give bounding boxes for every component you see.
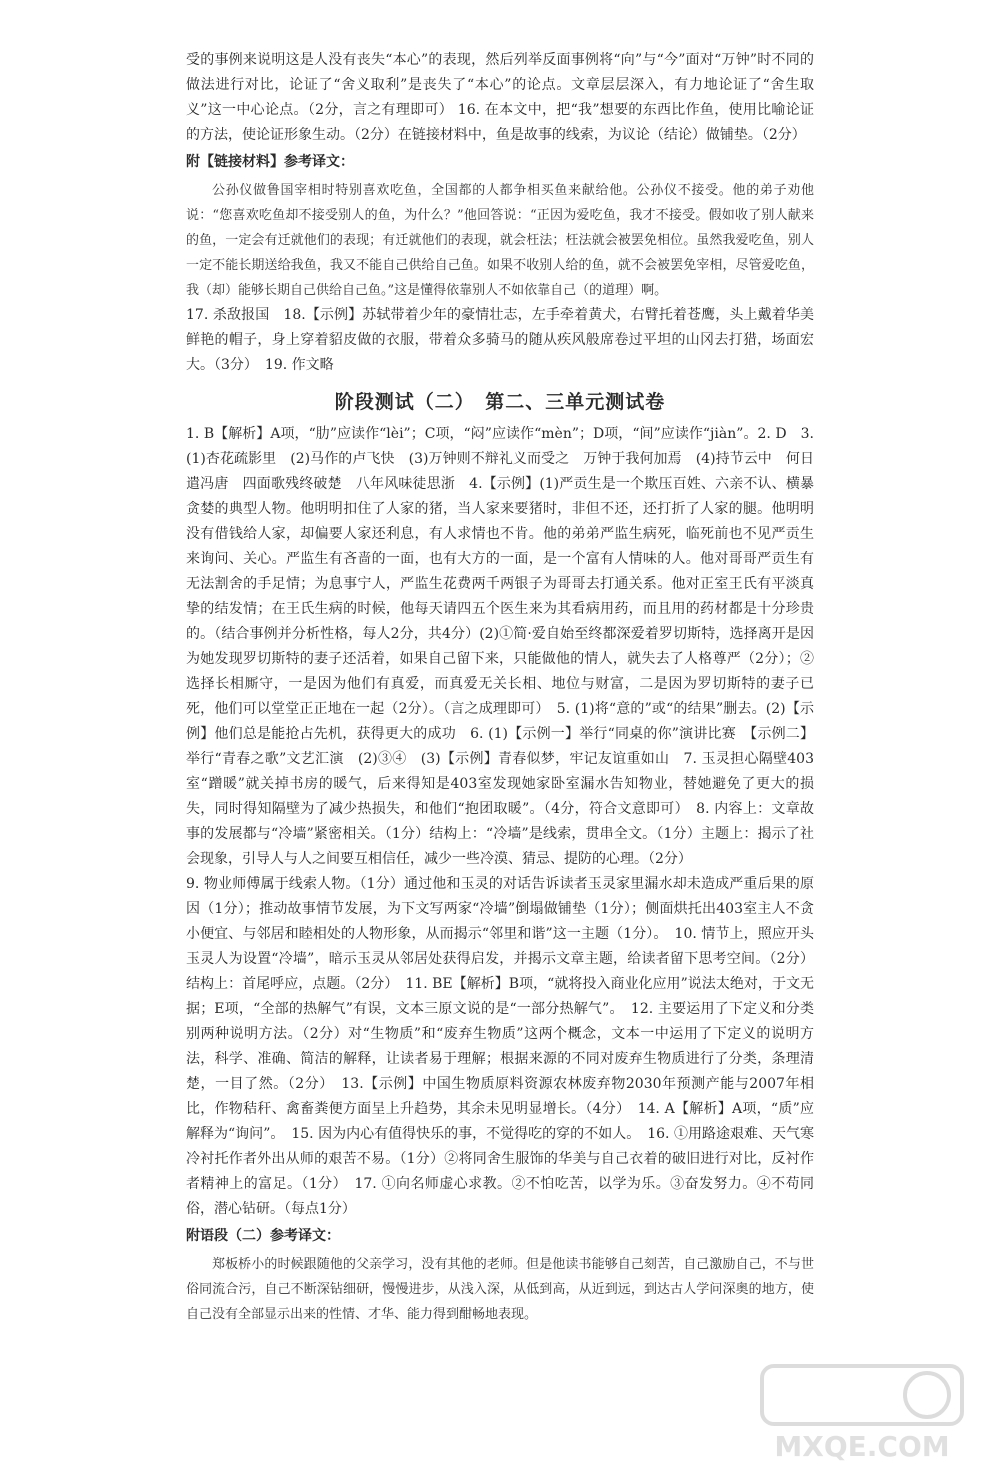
link-material-translation-label: 附【链接材料】参考译文： — [186, 154, 354, 170]
passage-two-translation: 郑板桥小的时候跟随他的父亲学习，没有其他的老师。但是他读书能够自己刻苦，自己激励自己，不与世俗同流合污，自己不断深钻细研，慢慢进步，从浅入深，从低到高，从近到远，到达古人学问深奥的地方，使自己没有全部显示出来的性情、才华、能力得到酣畅地表现。 — [186, 1257, 814, 1322]
watermark-text: MXQE.COM — [774, 1430, 950, 1463]
watermark-logo-icon — [752, 1358, 972, 1433]
answer-paragraph-4: 9. 物业师傅属于线索人物。（1分）通过他和玉灵的对话告诉读者玉灵家里漏水却未造成严重后果的原因（1分）；推动故事情节发展，为下文写两家“冷墙”倒塌做铺垫（1分）；侧面烘托出403室主人不贪小便宜、与邻居和睦相处的人物形象，从而揭示“邻里和谐”这一主题（1分）。 10. 情节上，照应开头玉灵人为设置“冷墙”，暗示玉灵从邻居处获得启发，并揭示文章主题，给读者留下思考空间。（2分）结构上：首尾呼应，点题。（2分） 11. BE【解析】B项，“就将投入商业化应用”说法太绝对，于文无据；E项，“全部的热解气”有误，文本三原文说的是“一部分热解气”。 12. 主要运用了下定义和分类别两种说明方法。（2分）对“生物质”和“废弃生物质”这两个概念，文本一中运用了下定义的说明方法，科学、准确、简洁的解释，让读者易于理解；根据来源的不同对废弃生物质进行了分类，条理清楚，一目了然。（2分） 13.【示例】中国生物质原料资源农林废弃物2030年预测产能与2007年相比，作物秸秆、禽畜粪便方面呈上升趋势，其余未见明显增长。（4分） 14. A【解析】A项，“质”应解释为“询问”。 15. 因为内心有值得快乐的事，不觉得吃的穿的不如人。 16. ①用路途艰难、天气寒冷衬托作者外出从师的艰苦不易。（1分）②将同舍生服饰的华美与自己衣着的破旧进行对比，反衬作者精神上的富足。（1分） 17. ①向名师虚心求教。②不怕吃苦，以学为乐。③奋发努力。④不苟同俗，潜心钻研。（每点1分） — [186, 876, 814, 1217]
answer-paragraph-3: 1. B【解析】A项，“肋”应读作“lèi”；C项，“闷”应读作“mèn”；D项，“间”应读作“jiàn”。2. D 3. (1)杏花疏影里 (2)马作的卢飞快 (3)万钟则不辩礼义而受之 万钟于我何加焉 (4)持节云中 何日遣冯唐 四面歌残终破楚 八年风味徒思浙 4.【示例】(1)严贡生是一个欺压百姓、六亲不认、横暴贪婪的典型人物。他明明扣住了人家的猪，当人家来要猪时，非但不还，还打折了人家的腿。他明明没有借钱给人家，却偏要人家还利息，有人求情也不肯。他的弟弟严监生病死，临死前也不见严贡生来询问、关心。严监生有吝啬的一面，也有大方的一面，是一个富有人情味的人。他对哥哥严贡生有无法割舍的手足情；为息事宁人，严监生花费两千两银子为哥哥去打通关系。他对正室王氏有平淡真挚的结发情；在王氏生病的时候，他每天请四五个医生来为其看病用药，而且用的药材都是十分珍贵的。（结合事例并分析性格，每人2分，共4分）(2)①简·爱自始至终都深爱着罗切斯特，选择离开是因为她发现罗切斯特的妻子还活着，如果自己留下来，只能做他的情人，就失去了人格尊严（2分）；②选择长相厮守，一是因为他们有真爱，而真爱无关长相、地位与财富，二是因为罗切斯特的妻子已死，他们可以堂堂正正地在一起（2分）。（言之成理即可） 5. (1)将“意的”或“的结果”删去。(2)【示例】他们总是能抢占先机，获得更大的成功 6. (1)【示例一】举行“同桌的你”演讲比赛 【示例二】举行“青春之歌”文艺汇演 (2)③④ (3)【示例】青春似梦，牢记友谊重如山 7. 玉灵担心隔壁403室“蹭暖”就关掉书房的暖气，后来得知是403室发现她家卧室漏水告知物业，替她避免了更大的损失，同时得知隔壁为了减少热损失，和他们“抱团取暖”。（4分，符合文意即可） 8. 内容上：文章故事的发展都与“冷墙”紧密相关。（1分）结构上：“冷墙”是线索，贯串全文。（1分）主题上：揭示了社会现象，引导人与人之间要互相信任，减少一些冷漠、猜忌、提防的心理。（2分） — [186, 426, 814, 867]
section-heading: 阶段测试（二） 第二、三单元测试卷 — [334, 391, 666, 413]
watermark-logo — [752, 1358, 972, 1463]
passage-two-translation-label: 附语段（二）参考译文： — [186, 1228, 340, 1244]
answer-page — [186, 48, 814, 1327]
link-material-translation: 公孙仪做鲁国宰相时特别喜欢吃鱼，全国都的人都争相买鱼来献给他。公孙仪不接受。他的弟子劝他说：“您喜欢吃鱼却不接受别人的鱼，为什么？”他回答说：“正因为爱吃鱼，我才不接受。假如收了别人献来的鱼，一定会有迁就他们的表现；有迁就他们的表现，就会枉法；枉法就会被罢免相位。虽然我爱吃鱼，别人一定不能长期送给我鱼，我又不能自己供给自己鱼。如果不收别人给的鱼，就不会被罢免宰相，尽管爱吃鱼，我（却）能够长期自己供给自己鱼。”这是懂得依靠别人不如依靠自己（的道理）啊。 — [186, 183, 814, 298]
answer-paragraph-2: 17. 杀敌报国 18.【示例】苏轼带着少年的豪情壮志，左手牵着黄犬，右臂托着苍鹰，头上戴着华美鲜艳的帽子，身上穿着貂皮做的衣服，带着众多骑马的随从疾风般席卷过平坦的山冈去打猎，场面宏大。（3分） 19. 作文略 — [186, 307, 814, 373]
answer-paragraph-1: 受的事例来说明这是人没有丧失“本心”的表现，然后列举反面事例将“向”与“今”面对“万钟”时不同的做法进行对比，论证了“舍义取利”是丧失了“本心”的论点。文章层层深入，有力地论证了“舍生取义”这一中心论点。（2分，言之有理即可） 16. 在本文中，把“我”想要的东西比作鱼，使用比喻论证的方法，使论证形象生动。（2分）在链接材料中，鱼是故事的线索，为议论（结论）做铺垫。（2分） — [186, 52, 814, 143]
